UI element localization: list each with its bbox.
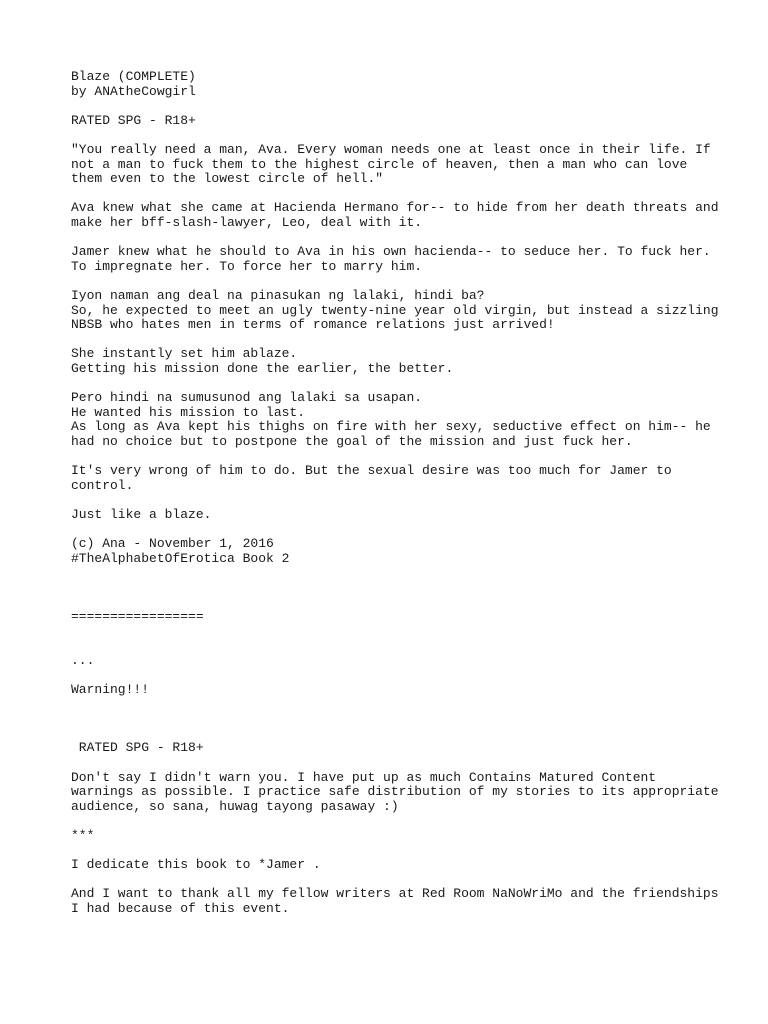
- document-page: [71, 70, 731, 916]
- text-line: Warning!!!: [71, 681, 150, 697]
- blank-line: [71, 566, 731, 581]
- blank-line: [71, 595, 731, 610]
- blank-line: [71, 668, 731, 683]
- text-line: control.: [71, 477, 134, 493]
- text-line: (c) Ana - November 1, 2016: [71, 536, 274, 551]
- text-line: RATED SPG - R18+: [71, 112, 196, 128]
- text-line: And I want to thank all my fellow writers at Red Room NaNoWriMo and the friendships: [71, 886, 719, 902]
- text-line: Ava knew what she came at Hacienda Hermano for-- to hide from her death threats and: [71, 200, 719, 216]
- text-line: Just like a blaze.: [71, 506, 212, 522]
- blank-line: [71, 712, 731, 727]
- text-line: I dedicate this book to *Jamer .: [71, 857, 321, 873]
- text-line: NBSB who hates men in terms of romance relations just arrived!: [71, 317, 555, 333]
- text-line: As long as Ava kept his thighs on fire with her sexy, seductive effect on him-- he: [71, 419, 711, 435]
- blank-line: [71, 493, 731, 508]
- blank-line: [71, 625, 731, 640]
- text-line: warnings as possible. I practice safe distribution of my stories to its appropriate: [71, 784, 719, 800]
- blank-line: [71, 873, 731, 888]
- text-line: them even to the lowest circle of hell.": [71, 171, 384, 187]
- blank-line: [71, 333, 731, 348]
- text-line: had no choice but to postpone the goal of the mission and just fuck her.: [71, 433, 633, 449]
- blank-line: [71, 698, 731, 713]
- text-line: by ANAtheCowgirl: [71, 83, 196, 99]
- text-line: audience, so sana, huwag tayong pasaway :): [71, 798, 399, 814]
- blank-line: [71, 814, 731, 829]
- text-line: Jamer knew what he should to Ava in his own hacienda-- to seduce her. To fuck her.: [71, 244, 711, 260]
- text-line: ...: [71, 652, 95, 668]
- blank-line: [71, 128, 731, 143]
- blank-line: [71, 727, 731, 742]
- blank-line: [71, 639, 731, 654]
- text-line: not a man to fuck them to the highest circle of heaven, then a man who can love: [71, 156, 688, 172]
- text-line: It's very wrong of him to do. But the sexual desire was too much for Jamer to: [71, 463, 672, 479]
- text-line: Don't say I didn't warn you. I have put up as much Contains Matured Content: [71, 769, 657, 785]
- blank-line: [71, 756, 731, 771]
- text-line: "You really need a man, Ava. Every woman needs one at least once in their life. If: [71, 141, 711, 157]
- blank-line: [71, 581, 731, 596]
- text-line: make her bff-slash-lawyer, Leo, deal with it.: [71, 214, 423, 230]
- blank-line: [71, 449, 731, 464]
- text-line: Getting his mission done the earlier, the better.: [71, 360, 454, 376]
- text-line: She instantly set him ablaze.: [71, 346, 298, 362]
- text-line: Iyon naman ang deal na pinasukan ng lalaki, hindi ba?: [71, 287, 485, 303]
- blank-line: [71, 187, 731, 202]
- blank-line: [71, 376, 731, 391]
- text-line: So, he expected to meet an ugly twenty-nine year old virgin, but instead a sizzling: [71, 302, 719, 318]
- blank-line: [71, 274, 731, 289]
- text-line: RATED SPG - R18+: [71, 740, 204, 756]
- blank-line: [71, 231, 731, 246]
- text-line: =================: [71, 608, 204, 624]
- blank-line: [71, 99, 731, 114]
- text-line: Pero hindi na sumusunod ang lalaki sa usapan.: [71, 390, 423, 406]
- text-line: #TheAlphabetOfErotica Book 2: [71, 550, 290, 566]
- text-line: Blaze (COMPLETE): [71, 69, 196, 84]
- text-line: To impregnate her. To force her to marry him.: [71, 258, 423, 274]
- text-line: He wanted his mission to last.: [71, 404, 306, 420]
- text-line: I had because of this event.: [71, 900, 290, 916]
- blank-line: [71, 522, 731, 537]
- blank-line: [71, 843, 731, 858]
- text-line: ***: [71, 827, 95, 843]
